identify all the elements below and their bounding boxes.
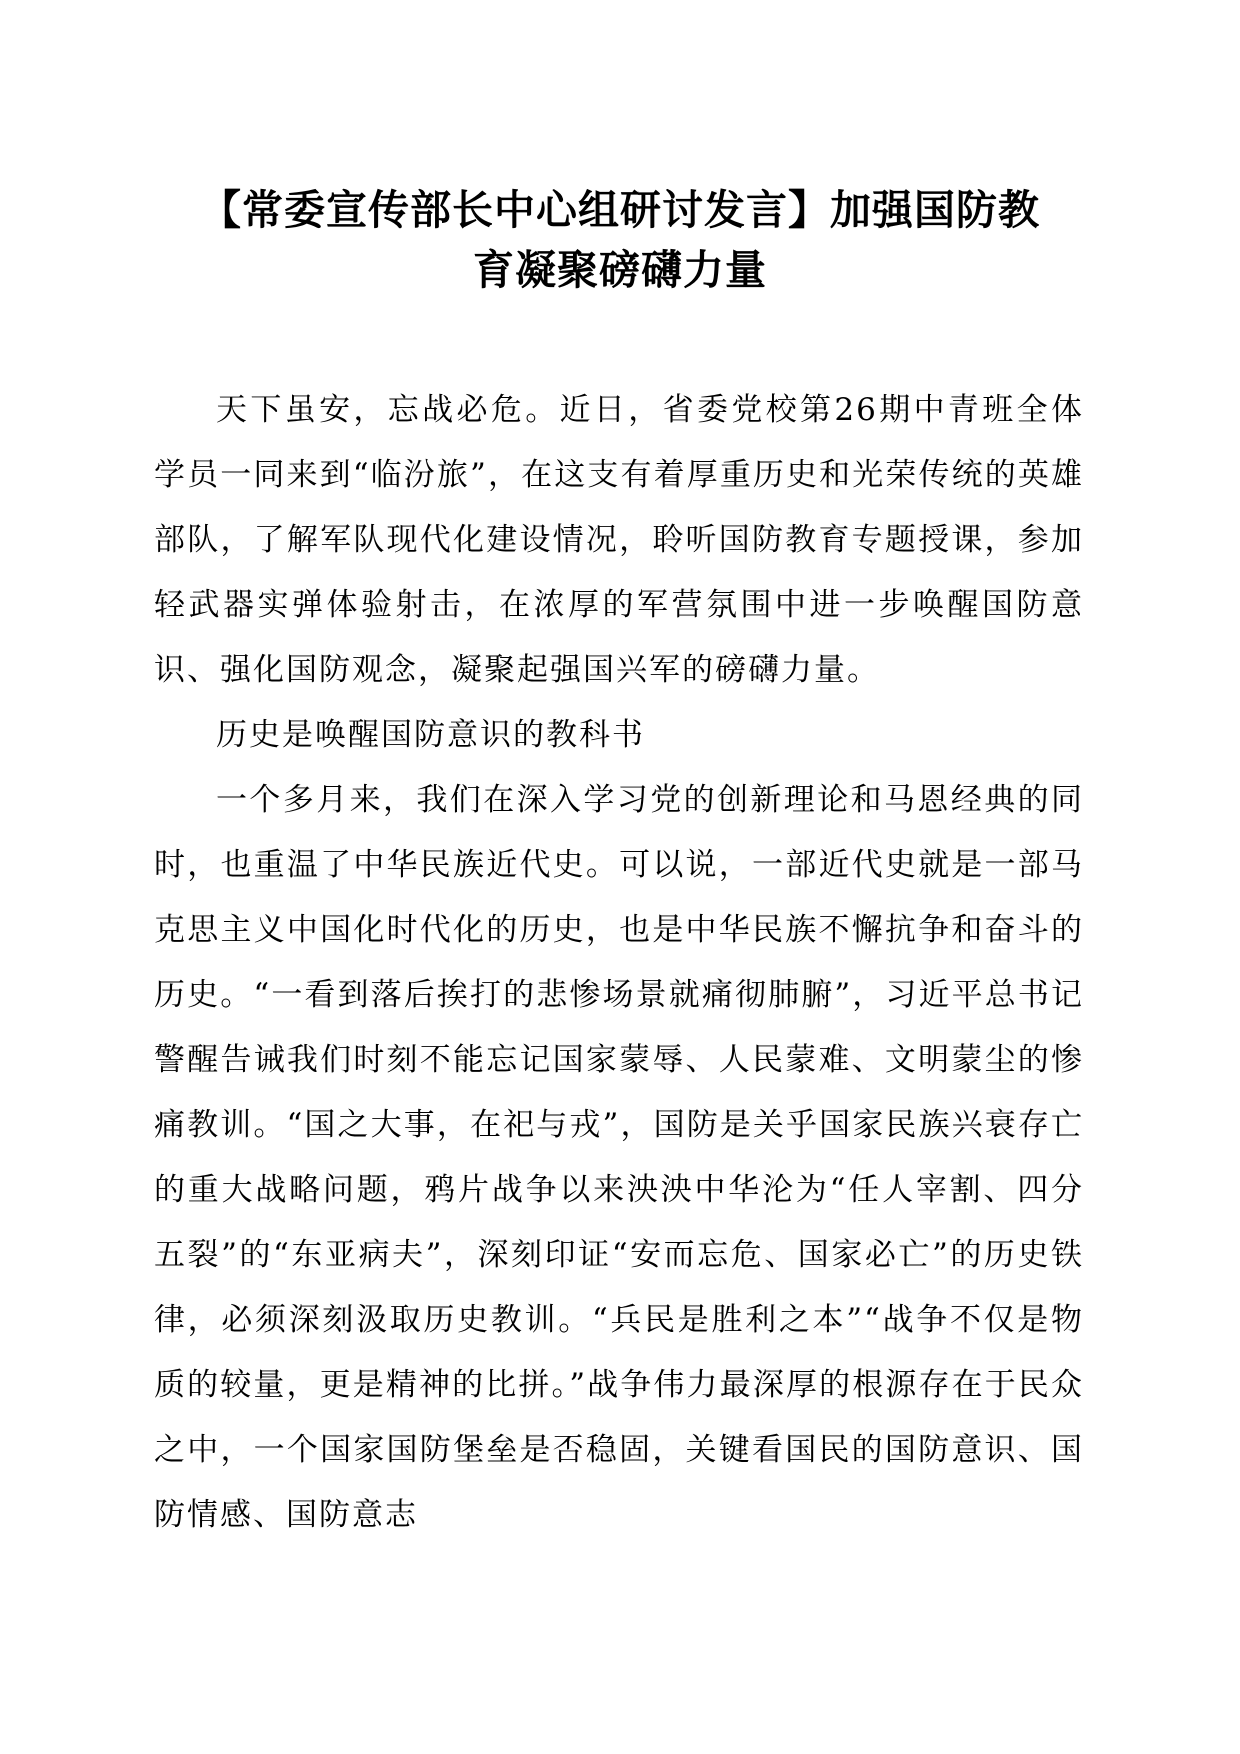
section-heading: 历史是唤醒国防意识的教科书 [216, 717, 645, 753]
intro-paragraph: 天下虽安，忘战必危。近日，省委党校第26期中青班全体学员一同来到“临汾旅”，在这支有着厚重历史和光荣传统的英雄部队，了解军队现代化建设情况，聆听国防教育专题授课，参加轻武器实弹体验射击，在浓厚的军营氛围中进一步唤醒国防意识、强化国防观念，凝聚起强国兴军的磅礴力量。 [154, 392, 1084, 688]
title-line-1: 【常委宣传部长中心组研讨发言】加强国防教 [200, 186, 1040, 234]
title-line-2: 育凝聚磅礴力量 [473, 246, 767, 294]
document-title [150, 180, 1090, 300]
document-body [154, 378, 1084, 1548]
body-paragraph: 一个多月来，我们在深入学习党的创新理论和马恩经典的同时，也重温了中华民族近代史。可以说，一部近代史就是一部马克思主义中国化时代化的历史，也是中华民族不懈抗争和奋斗的历史。“一看到落后挨打的悲惨场景就痛彻肺腑”，习近平总书记警醒告诫我们时刻不能忘记国家蒙辱、人民蒙难、文明蒙尘的惨痛教训。“国之大事，在祀与戎”，国防是关乎国家民族兴衰存亡的重大战略问题，鸦片战争以来泱泱中华沦为“任人宰割、四分五裂”的“东亚病夫”，深刻印证“安而忘危、国家必亡”的历史铁律，必须深刻汲取历史教训。“兵民是胜利之本”“战争不仅是物质的较量，更是精神的比拼。”战争伟力最深厚的根源存在于民众之中，一个国家国防堡垒是否稳固，关键看国民的国防意识、国防情感、国防意志 [154, 782, 1084, 1533]
